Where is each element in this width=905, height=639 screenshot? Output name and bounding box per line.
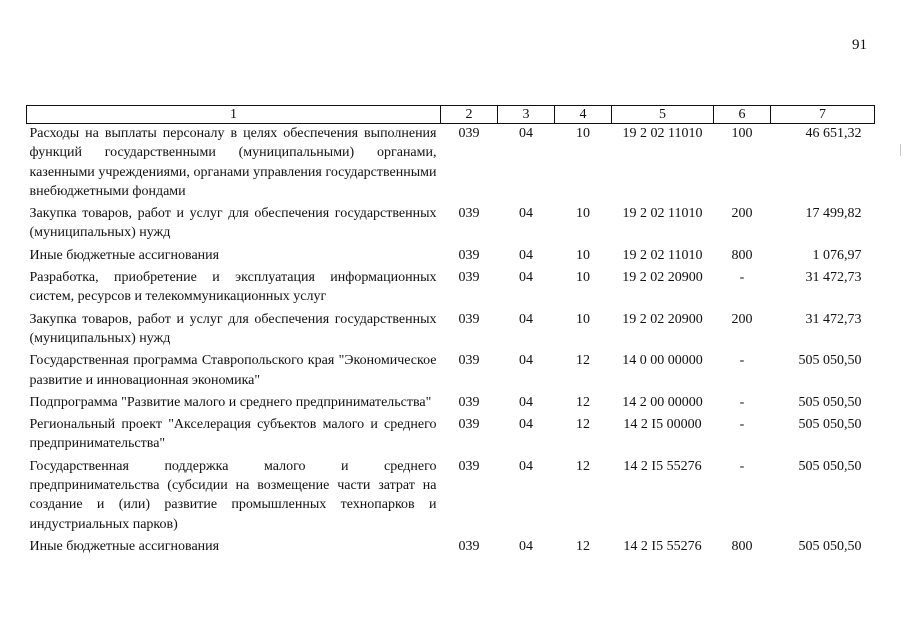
table-row bbox=[27, 268, 875, 310]
row-ministry-code: 039 bbox=[458, 353, 480, 369]
row-section-code: 04 bbox=[519, 458, 533, 474]
row-amount: 17 499,82 bbox=[805, 206, 862, 222]
column-header-7: 7 bbox=[771, 106, 875, 124]
row-ministry-code: 039 bbox=[458, 394, 480, 410]
row-expense-type: 800 bbox=[731, 247, 753, 263]
budget-table bbox=[26, 105, 875, 559]
row-name: Закупка товаров, работ и услуг для обеспечения государственных (муниципальных) нужд bbox=[29, 206, 437, 241]
table-row bbox=[27, 457, 875, 537]
row-subsection-code: 12 bbox=[576, 417, 590, 433]
row-name: Разработка, приобретение и эксплуатация информационных систем, ресурсов и телекоммуникационных услуг bbox=[29, 270, 437, 305]
row-expense-type: 200 bbox=[731, 311, 753, 327]
table-row bbox=[27, 351, 875, 393]
row-target-code: 19 2 02 11010 bbox=[622, 247, 703, 263]
row-ministry-code: 039 bbox=[458, 417, 480, 433]
margin-mark bbox=[900, 144, 901, 156]
row-amount: 505 050,50 bbox=[798, 538, 862, 554]
column-header-2: 2 bbox=[441, 106, 498, 124]
row-expense-type: 200 bbox=[731, 206, 753, 222]
column-header-6: 6 bbox=[714, 106, 771, 124]
column-header-4: 4 bbox=[555, 106, 612, 124]
row-section-code: 04 bbox=[519, 126, 533, 141]
row-amount: 505 050,50 bbox=[798, 353, 862, 369]
row-target-code: 19 2 02 20900 bbox=[622, 270, 703, 286]
row-target-code: 14 2 I5 55276 bbox=[623, 538, 702, 554]
row-expense-type: 800 bbox=[731, 538, 753, 554]
row-section-code: 04 bbox=[519, 538, 533, 554]
table-row bbox=[27, 415, 875, 457]
row-ministry-code: 039 bbox=[458, 206, 480, 222]
row-subsection-code: 12 bbox=[576, 353, 590, 369]
table-row bbox=[27, 204, 875, 246]
row-expense-type: - bbox=[739, 353, 745, 369]
row-section-code: 04 bbox=[519, 247, 533, 263]
row-target-code: 19 2 02 20900 bbox=[622, 311, 703, 327]
row-subsection-code: 12 bbox=[576, 458, 590, 474]
row-name: Закупка товаров, работ и услуг для обеспечения государственных (муниципальных) нужд bbox=[29, 311, 437, 346]
row-subsection-code: 12 bbox=[576, 538, 590, 554]
page-number: 91 bbox=[852, 37, 867, 53]
row-amount: 505 050,50 bbox=[798, 394, 862, 410]
row-expense-type: - bbox=[739, 417, 745, 433]
table-row bbox=[27, 124, 875, 205]
row-ministry-code: 039 bbox=[458, 270, 480, 286]
row-name: Региональный проект "Акселерация субъектов малого и среднего предпринимательства" bbox=[29, 417, 437, 452]
row-target-code: 14 2 00 00000 bbox=[622, 394, 703, 410]
table-row bbox=[27, 246, 875, 268]
header-row bbox=[27, 106, 875, 124]
row-section-code: 04 bbox=[519, 417, 533, 433]
row-target-code: 14 0 00 00000 bbox=[622, 353, 703, 369]
row-subsection-code: 12 bbox=[576, 394, 590, 410]
row-subsection-code: 10 bbox=[576, 247, 590, 263]
row-amount: 1 076,97 bbox=[812, 247, 862, 263]
row-name: Государственная поддержка малого и среднего предпринимательства (субсидии на возмещение части затрат на создание и (или) развитие промышленных технопарков и индустриальных парков) bbox=[29, 458, 437, 532]
row-expense-type: - bbox=[739, 394, 745, 410]
row-amount: 31 472,73 bbox=[805, 311, 862, 327]
row-subsection-code: 10 bbox=[576, 126, 590, 141]
row-section-code: 04 bbox=[519, 270, 533, 286]
row-subsection-code: 10 bbox=[576, 311, 590, 327]
row-subsection-code: 10 bbox=[576, 270, 590, 286]
row-section-code: 04 bbox=[519, 353, 533, 369]
row-amount: 46 651,32 bbox=[805, 126, 862, 141]
row-amount: 31 472,73 bbox=[805, 270, 862, 286]
row-section-code: 04 bbox=[519, 394, 533, 410]
table-row bbox=[27, 393, 875, 415]
row-target-code: 19 2 02 11010 bbox=[622, 206, 703, 222]
row-expense-type: - bbox=[739, 458, 745, 474]
column-header-5: 5 bbox=[612, 106, 714, 124]
row-expense-type: - bbox=[739, 270, 745, 286]
row-section-code: 04 bbox=[519, 206, 533, 222]
row-ministry-code: 039 bbox=[458, 538, 480, 554]
row-amount: 505 050,50 bbox=[798, 458, 862, 474]
row-target-code: 14 2 I5 55276 bbox=[623, 458, 702, 474]
row-name: Государственная программа Ставропольского края "Экономическое развитие и инновационная экономика" bbox=[29, 353, 437, 388]
row-ministry-code: 039 bbox=[458, 247, 480, 263]
row-target-code: 14 2 I5 00000 bbox=[623, 417, 702, 433]
row-ministry-code: 039 bbox=[458, 311, 480, 327]
row-name: Иные бюджетные ассигнования bbox=[29, 538, 220, 554]
table-row bbox=[27, 537, 875, 559]
row-target-code: 19 2 02 11010 bbox=[622, 126, 703, 141]
row-name: Расходы на выплаты персоналу в целях обеспечения выполнения функций государственными (муниципальными) органами, казенными учреждениями, органами управления государственными внебюджетными фондами bbox=[29, 126, 437, 199]
column-header-1: 1 bbox=[27, 106, 441, 124]
row-amount: 505 050,50 bbox=[798, 417, 862, 433]
row-subsection-code: 10 bbox=[576, 206, 590, 222]
table-row bbox=[27, 310, 875, 352]
row-ministry-code: 039 bbox=[458, 458, 480, 474]
row-name: Подпрограмма "Развитие малого и среднего предпринимательства" bbox=[29, 394, 432, 410]
row-expense-type: 100 bbox=[731, 126, 753, 141]
column-header-3: 3 bbox=[498, 106, 555, 124]
row-name: Иные бюджетные ассигнования bbox=[29, 247, 220, 263]
row-ministry-code: 039 bbox=[458, 126, 480, 141]
row-section-code: 04 bbox=[519, 311, 533, 327]
